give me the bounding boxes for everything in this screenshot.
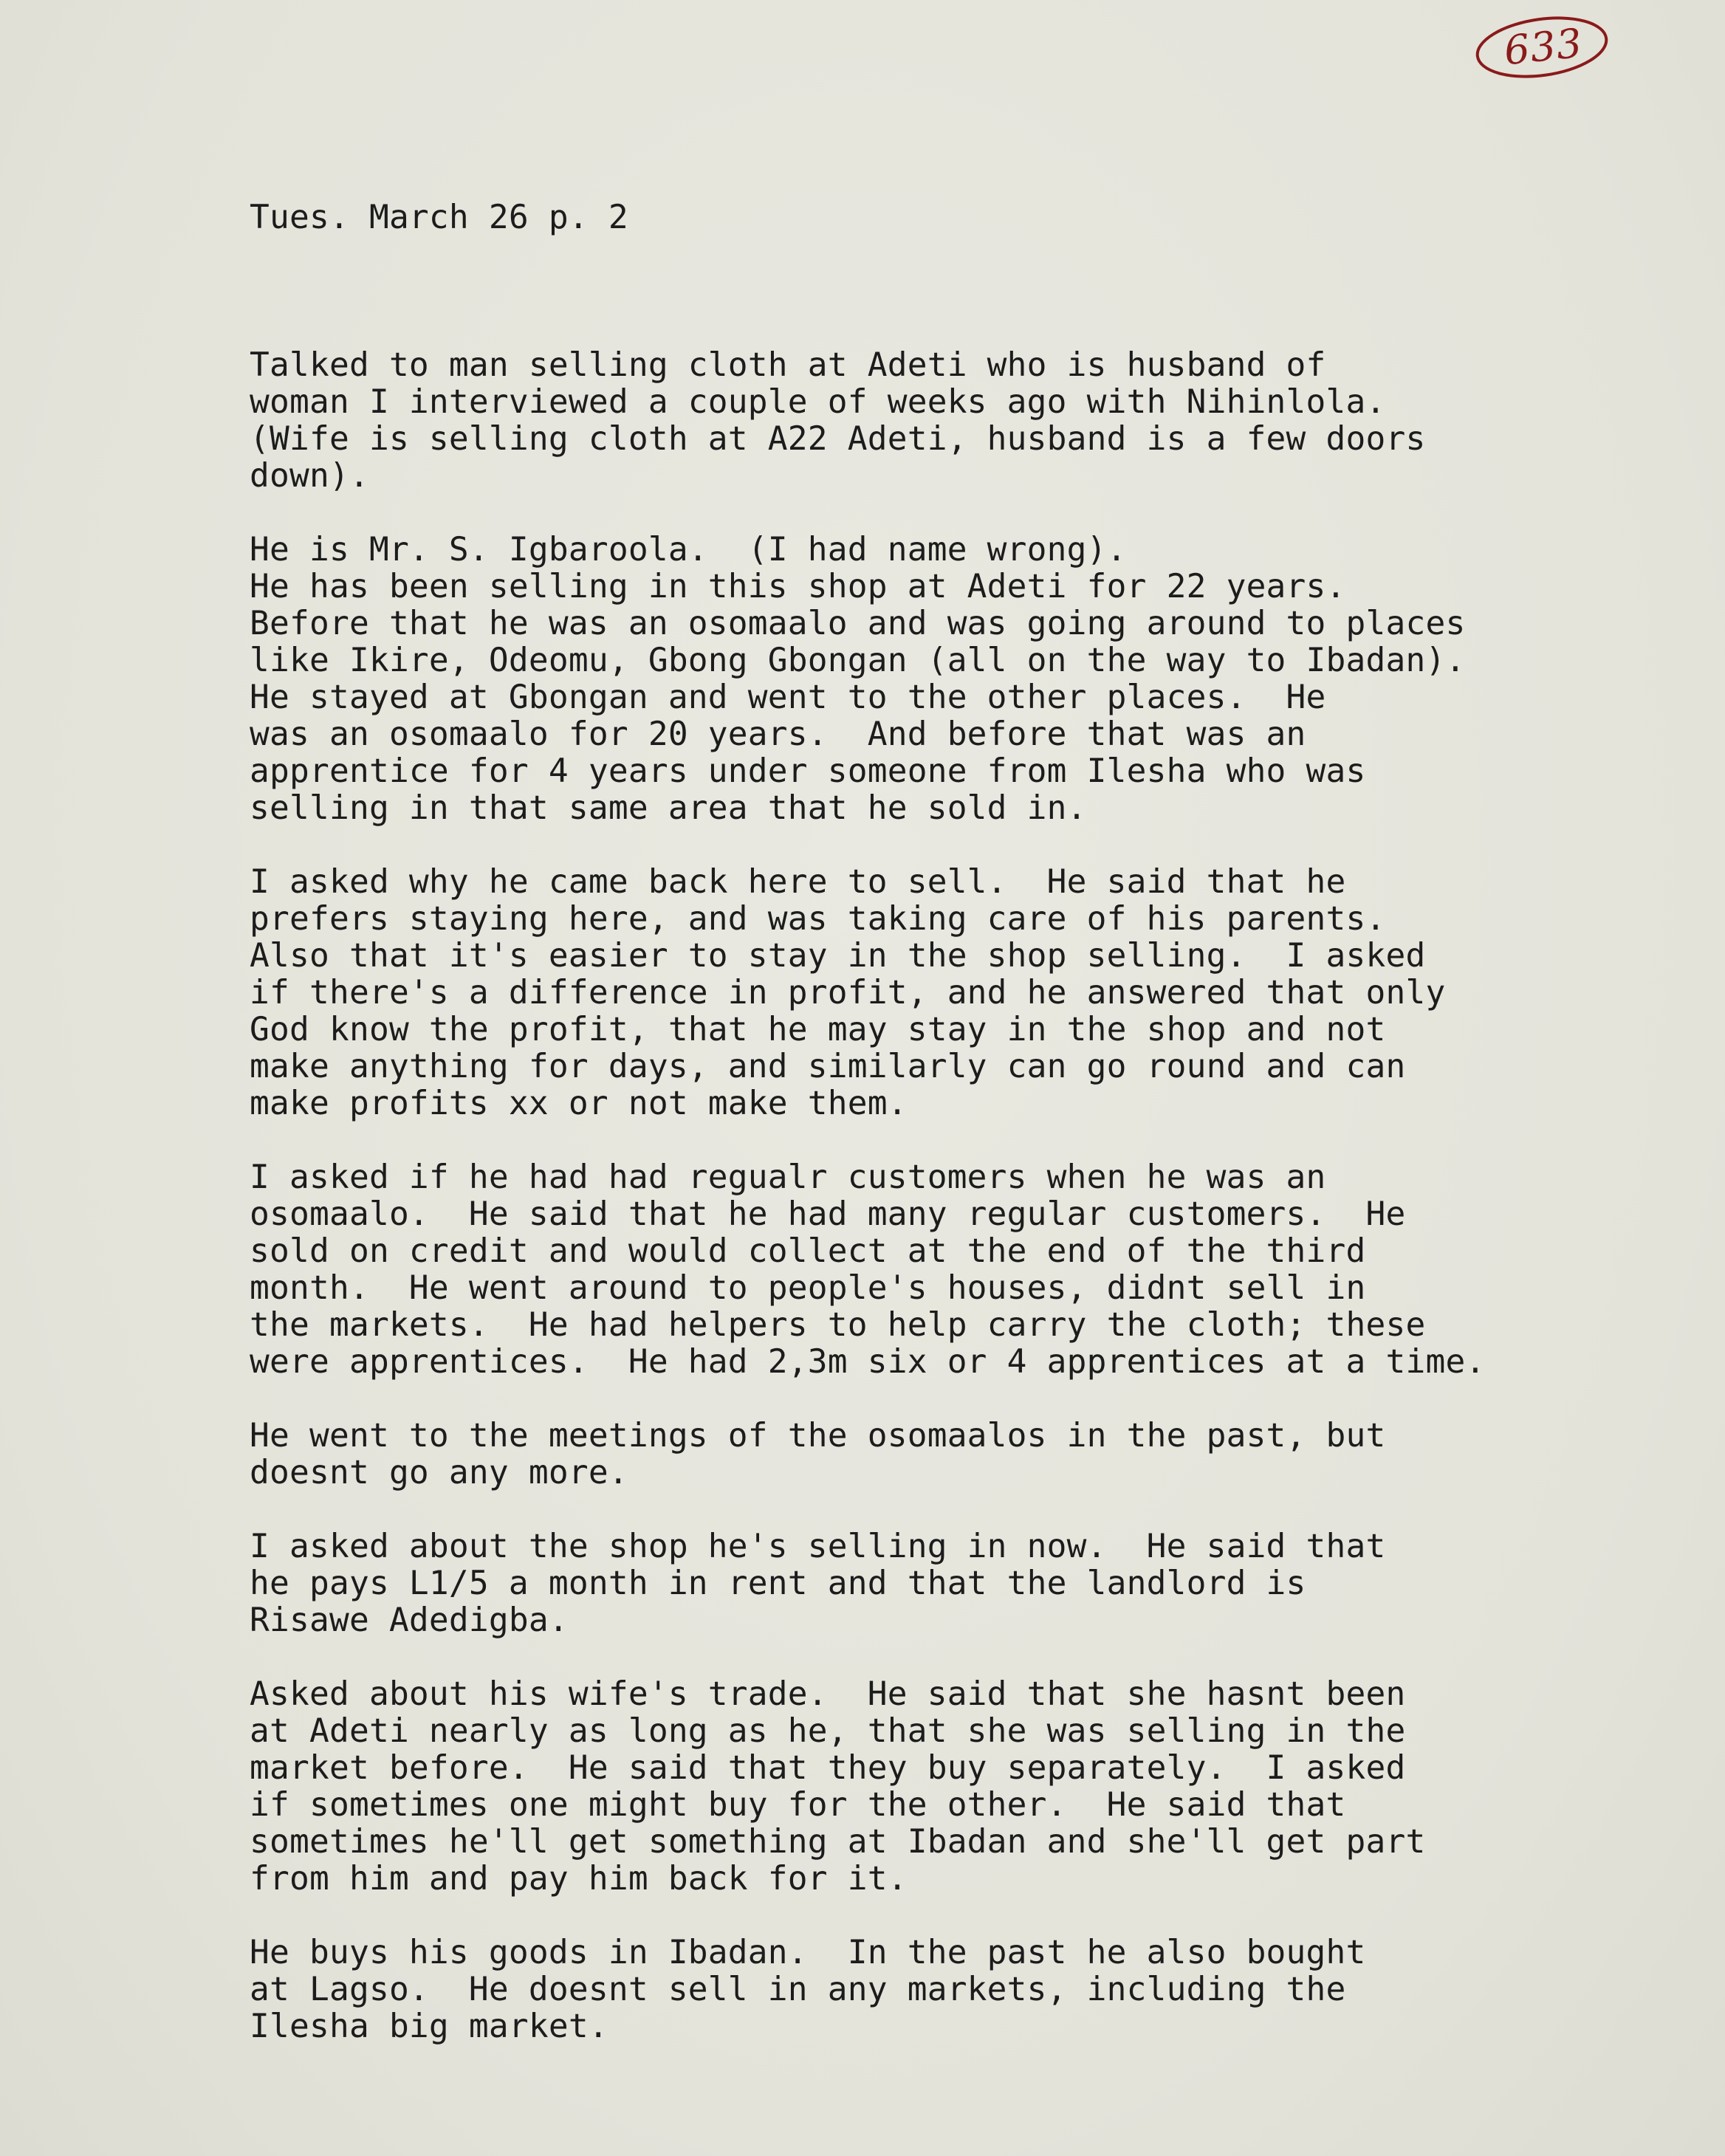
text-line: Risawe Adedigba.	[250, 1601, 569, 1639]
text-line: sold on credit and would collect at the end of the third	[250, 1232, 1366, 1270]
text-line: Asked about his wife's trade. He said that she hasnt been	[250, 1675, 1406, 1713]
text-line: He went to the meetings of the osomaalos in the past, but	[250, 1417, 1386, 1455]
text-line: he pays L1/5 a month in rent and that the landlord is	[250, 1565, 1306, 1602]
text-line: He has been selling in this shop at Adeti for 22 years.	[250, 568, 1346, 605]
text-line: at Lagso. He doesnt sell in any markets, including the	[250, 1971, 1346, 2008]
paragraph	[250, 1418, 1682, 1491]
text-line: I asked about the shop he's selling in now. He said that	[250, 1528, 1386, 1565]
text-line: He is Mr. S. Igbaroola. (I had name wrong).	[250, 531, 1127, 569]
paragraph	[250, 864, 1682, 1122]
paragraph	[250, 1159, 1682, 1381]
text-line: apprentice for 4 years under someone from Ilesha who was	[250, 752, 1366, 790]
text-line: doesnt go any more.	[250, 1454, 628, 1491]
page-header: Tues. March 26 p. 2	[250, 199, 628, 236]
text-line: market before. He said that they buy separately. I asked	[250, 1749, 1406, 1787]
text-line: down).	[250, 457, 369, 495]
archive-number: 633	[1501, 19, 1585, 75]
text-line: (Wife is selling cloth at A22 Adeti, husband is a few doors	[250, 420, 1426, 458]
text-line: was an osomaalo for 20 years. And before that was an	[250, 715, 1306, 753]
text-line: if sometimes one might buy for the other. He said that	[250, 1786, 1346, 1824]
paragraph	[250, 1676, 1682, 1898]
text-line: I asked if he had had regualr customers when he was an	[250, 1158, 1326, 1196]
text-line: were apprentices. He had 2,3m six or 4 apprentices at a time.	[250, 1343, 1486, 1381]
text-line: prefers staying here, and was taking care of his parents.	[250, 900, 1386, 938]
text-line: make anything for days, and similarly can go round and can	[250, 1048, 1406, 1085]
text-line: from him and pay him back for it.	[250, 1860, 908, 1898]
text-line: Ilesha big market.	[250, 2008, 608, 2045]
text-line: at Adeti nearly as long as he, that she was selling in the	[250, 1712, 1406, 1750]
document-body	[250, 126, 1682, 2082]
text-line: osomaalo. He said that he had many regular customers. He	[250, 1195, 1406, 1233]
text-line: if there's a difference in profit, and he answered that only	[250, 974, 1446, 1012]
text-line: month. He went around to people's houses, didnt sell in	[250, 1269, 1366, 1307]
paragraph	[250, 1528, 1682, 1639]
paragraph	[250, 532, 1682, 827]
text-line: Talked to man selling cloth at Adeti who is husband of	[250, 346, 1326, 384]
paragraph	[250, 1934, 1682, 2045]
text-line: like Ikire, Odeomu, Gbong Gbongan (all on the way to Ibadan).	[250, 642, 1466, 679]
text-line: He buys his goods in Ibadan. In the past he also bought	[250, 1934, 1366, 1971]
archive-number-stamp	[1468, 10, 1616, 84]
text-line: the markets. He had helpers to help carry the cloth; these	[250, 1306, 1426, 1344]
text-line: sometimes he'll get something at Ibadan and she'll get part	[250, 1823, 1426, 1861]
paragraph	[250, 347, 1682, 495]
text-line: Before that he was an osomaalo and was going around to places	[250, 605, 1466, 642]
text-line: Also that it's easier to stay in the shop selling. I asked	[250, 937, 1426, 975]
text-line: make profits xx or not make them.	[250, 1085, 908, 1122]
text-line: God know the profit, that he may stay in the shop and not	[250, 1011, 1386, 1048]
text-line: woman I interviewed a couple of weeks ago with Nihinlola.	[250, 383, 1386, 421]
text-line: He stayed at Gbongan and went to the other places. He	[250, 679, 1326, 716]
text-line: I asked why he came back here to sell. He said that he	[250, 863, 1346, 901]
text-line: selling in that same area that he sold in.	[250, 789, 1087, 827]
